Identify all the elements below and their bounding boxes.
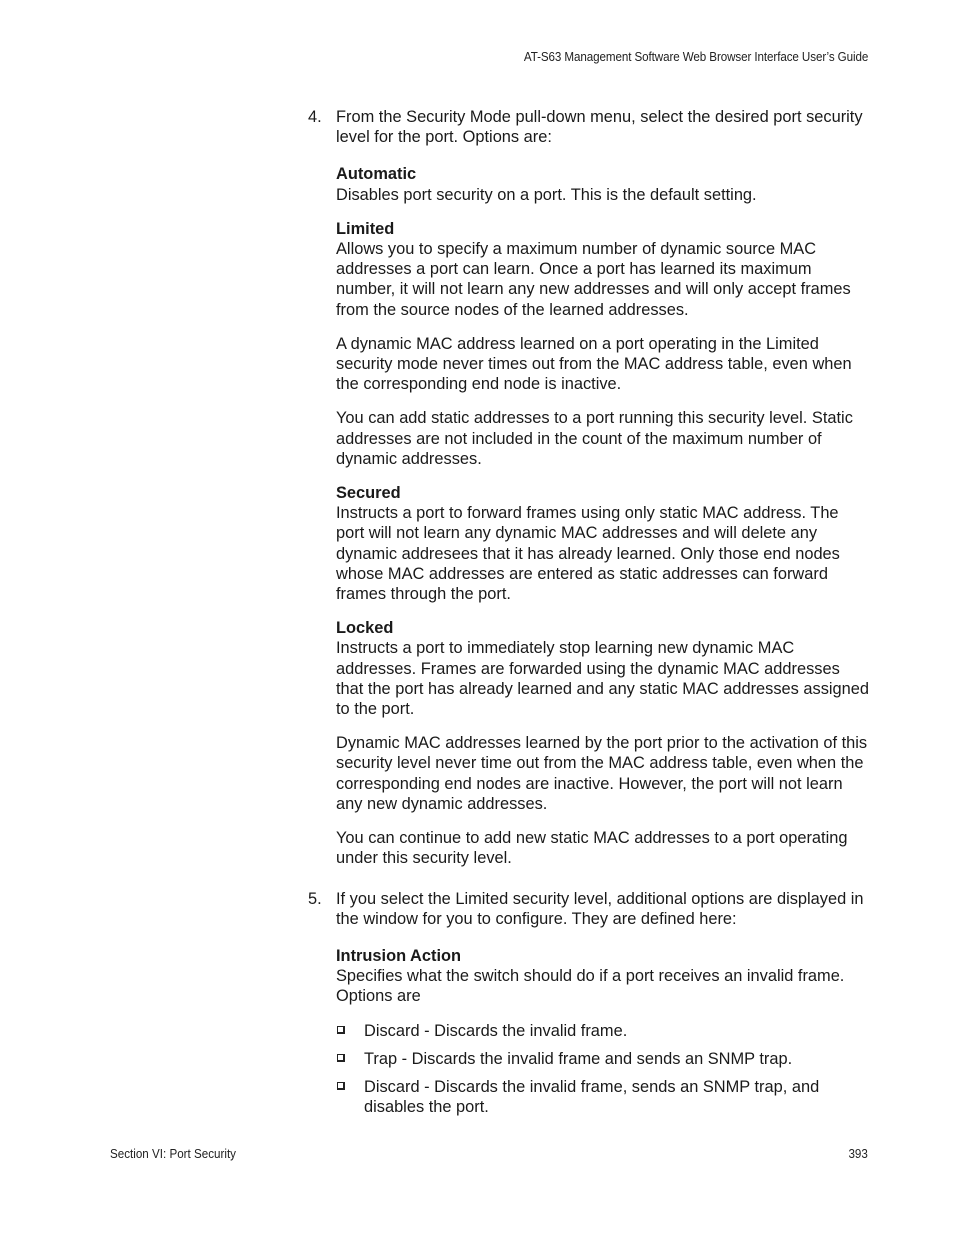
checkbox-bullet-icon (337, 1054, 345, 1062)
running-header: AT-S63 Management Software Web Browser Interface User’s Guide (523, 50, 868, 64)
option-paragraph: You can continue to add new static MAC addresses to a port operating under this security level. (336, 829, 848, 868)
option-paragraph: A dynamic MAC address learned on a port operating in the Limited security mode never times out from the MAC address table, even when the corresponding end node is inactive. (336, 334, 852, 394)
list-item-text: Discard - Discards the invalid frame, sends an SNMP trap, and disables the port. (364, 1077, 820, 1117)
checkbox-bullet-icon (337, 1082, 345, 1090)
list-item-text: Trap - Discards the invalid frame and sends an SNMP trap. (364, 1049, 793, 1068)
option-description: Specifies what the switch should do if a port receives an invalid frame. Options are (336, 967, 845, 1006)
step-4 (308, 107, 870, 869)
option-locked (336, 618, 870, 868)
option-description: Allows you to specify a maximum number of dynamic source MAC addresses a port can learn. Once a port has learned its maximum number, it will not learn any new addresses and will only accept frames from the source nodes of the learned addresses. (336, 240, 851, 319)
option-secured (336, 483, 870, 604)
option-automatic (336, 164, 870, 204)
option-description: Instructs a port to forward frames using only static MAC address. The port will not learn any dynamic MAC addresses and will delete any dynamic addresees that it has already learned. Only those end nodes whose MAC addresses are entered as static addresses can forward frames through the port. (336, 504, 840, 604)
option-description: Instructs a port to immediately stop learning new dynamic MAC addresses. Frames are forwarded using the dynamic MAC addresses that the port has already learned and any static MAC addresses assigned to the port. (336, 639, 870, 719)
option-description: Disables port security on a port. This is the default setting. (336, 185, 757, 204)
step-number: 5. (308, 889, 322, 908)
list-item (336, 1077, 870, 1117)
list-item (336, 1021, 870, 1041)
option-title: Locked (336, 619, 394, 638)
step-5 (308, 889, 870, 1118)
option-limited (336, 219, 870, 469)
option-title: Automatic (336, 165, 417, 184)
option-title: Intrusion Action (336, 946, 462, 965)
option-paragraph: Dynamic MAC addresses learned by the port prior to the activation of this security level never time out from the MAC address table, even when the corresponding end nodes are inactive. However, the port will not learn any new dynamic addresses. (336, 734, 868, 813)
footer-section: Section VI: Port Security (110, 1147, 237, 1161)
list-item-text: Discard - Discards the invalid frame. (364, 1021, 628, 1040)
page-content (308, 107, 870, 1125)
checkbox-bullet-icon (337, 1026, 345, 1034)
option-intrusion-action (336, 946, 870, 1007)
option-title: Secured (336, 484, 401, 503)
page-number: 393 (848, 1147, 868, 1161)
intrusion-action-list (336, 1021, 870, 1118)
list-item (336, 1049, 870, 1069)
step-number: 4. (308, 108, 322, 126)
step-text: From the Security Mode pull-down menu, select the desired port security level for the port. Options are: (336, 108, 863, 147)
option-paragraph: You can add static addresses to a port running this security level. Static addresses are not included in the count of the maximum number of dynamic addresses. (336, 409, 853, 468)
step-text: If you select the Limited security level, additional options are displayed in the window for you to configure. They are defined here: (336, 889, 864, 928)
option-title: Limited (336, 219, 395, 238)
